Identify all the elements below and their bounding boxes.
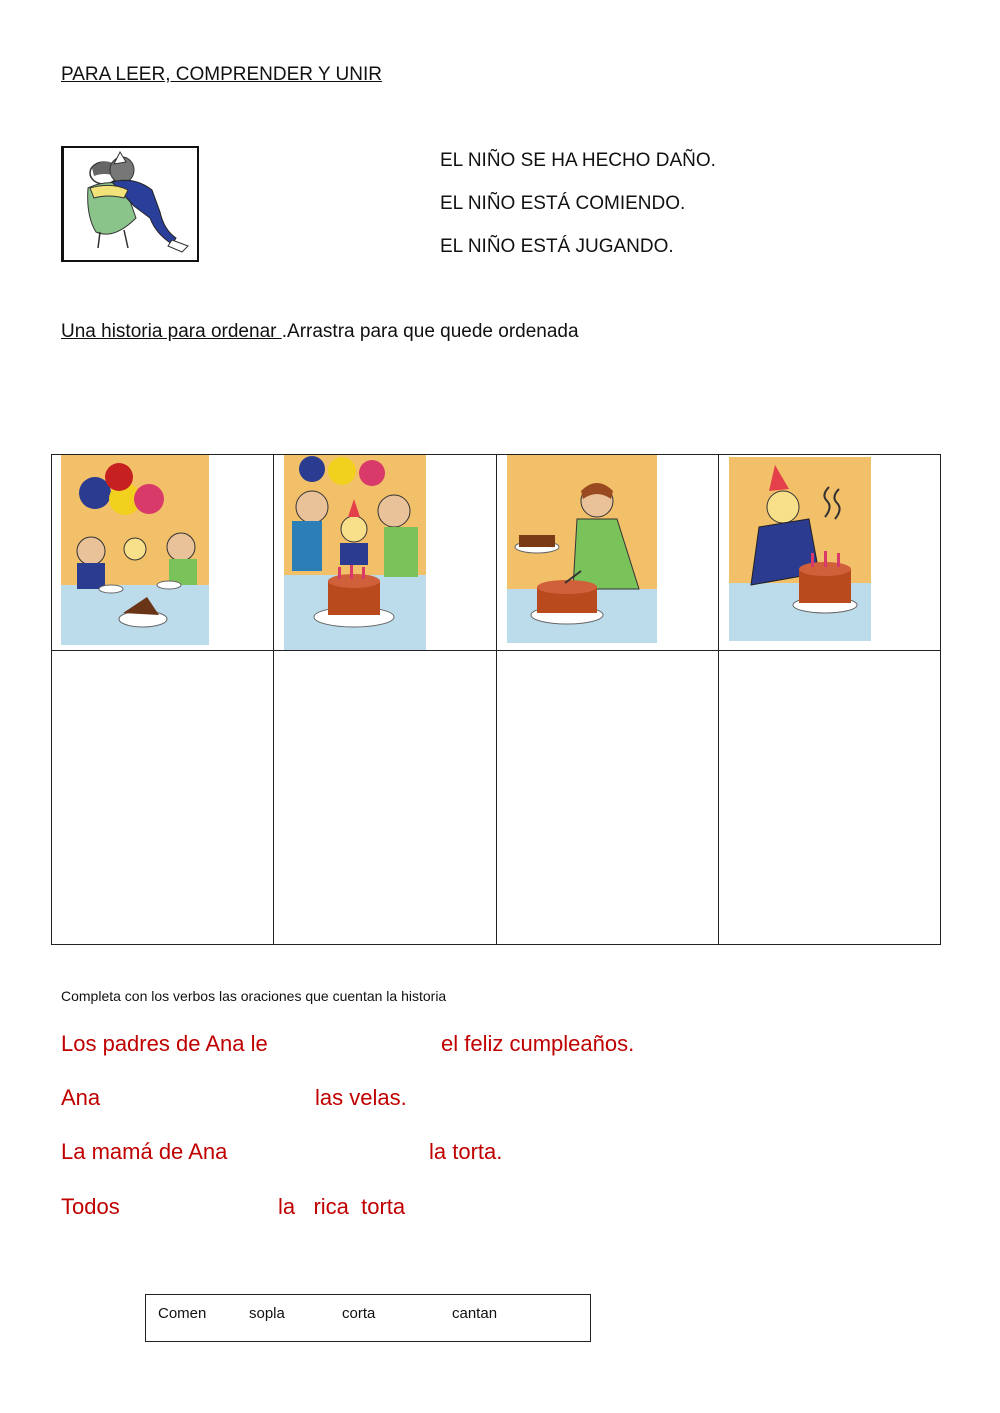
picture-cell-2 — [274, 455, 496, 651]
drop-zone-3[interactable] — [496, 651, 718, 945]
hug-picture[interactable] — [61, 146, 199, 262]
order-heading-rest: .Arrastra para que quede ordenada — [281, 321, 579, 342]
sentence-1-end: el feliz cumpleaños. — [441, 1031, 635, 1056]
drop-zone-2[interactable] — [274, 651, 496, 945]
sentence-2-end: las velas. — [315, 1085, 407, 1110]
match-sentence-2[interactable]: EL NIÑO ESTÁ COMIENDO. — [440, 193, 686, 214]
hug-illustration — [64, 148, 197, 260]
word-bank — [145, 1294, 591, 1342]
sentence-4-end: la rica torta — [278, 1194, 406, 1219]
match-sentence-3[interactable]: EL NIÑO ESTÁ JUGANDO. — [440, 236, 674, 257]
page-title: PARA LEER, COMPRENDER Y UNIR — [61, 64, 382, 85]
singing-birthday-picture[interactable] — [284, 455, 426, 650]
cutting-cake-picture[interactable] — [507, 455, 657, 643]
word-bank-item[interactable]: Comen — [158, 1305, 207, 1322]
eating-cake-picture[interactable] — [61, 455, 209, 645]
sentence-1-start: Los padres de Ana le — [61, 1031, 268, 1056]
blowing-candles-picture[interactable] — [729, 457, 871, 641]
sentence-2-start: Ana — [61, 1085, 101, 1110]
picture-cell-1 — [52, 455, 274, 651]
story-order-table — [51, 454, 941, 945]
drop-zone-4[interactable] — [718, 651, 940, 945]
sentence-3-end: la torta. — [429, 1139, 503, 1164]
order-heading — [61, 321, 579, 343]
word-bank-item[interactable]: corta — [342, 1305, 376, 1322]
sentence-3-start: La mamá de Ana — [61, 1139, 228, 1164]
sentence-4-start: Todos — [61, 1194, 120, 1219]
picture-cell-3 — [496, 455, 718, 651]
word-bank-item[interactable]: cantan — [452, 1305, 498, 1322]
match-sentence-1[interactable]: EL NIÑO SE HA HECHO DAÑO. — [440, 150, 716, 171]
complete-instruction: Completa con los verbos las oraciones que cuentan la historia — [61, 988, 447, 1004]
picture-cell-4 — [718, 455, 940, 651]
drop-zone-1[interactable] — [52, 651, 274, 945]
order-heading-underlined: Una historia para ordenar — [61, 321, 282, 342]
word-bank-item[interactable]: sopla — [249, 1305, 285, 1322]
